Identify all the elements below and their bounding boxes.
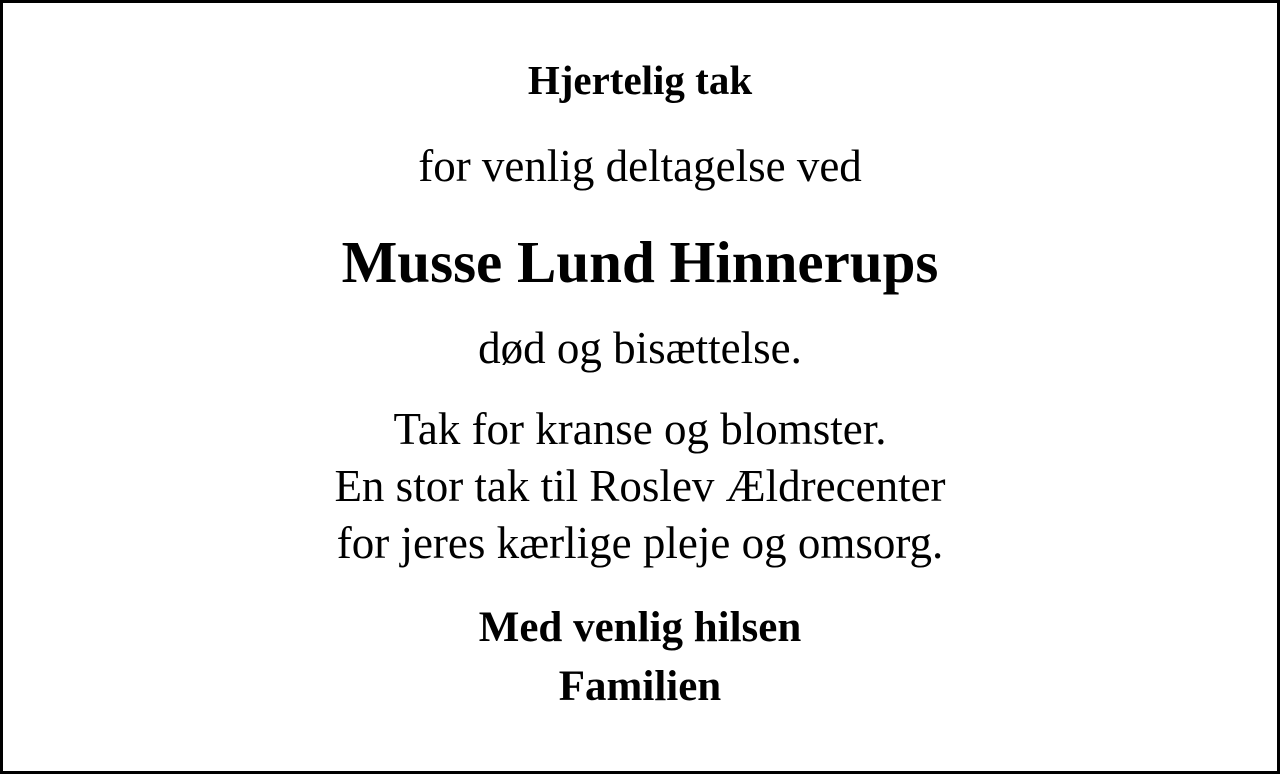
notice-body-line: En stor tak til Roslev Ældrecenter: [334, 461, 946, 511]
notice-occasion-line: død og bisættelse.: [478, 323, 802, 373]
notice-body-line: for jeres kærlige pleje og omsorg.: [336, 518, 944, 568]
closing-signature: Familien: [558, 663, 722, 710]
notice-body-line: Tak for kranse og blomster.: [393, 404, 887, 454]
notice-body-paragraph: [3, 401, 1277, 572]
notice-intro-line: for venlig deltagelse ved: [418, 141, 862, 191]
notice-title: Hjertelig tak: [527, 57, 753, 103]
deceased-name: Musse Lund Hinnerups: [341, 229, 939, 295]
notice-closing-block: [3, 598, 1277, 716]
closing-salutation: Med venlig hilsen: [478, 604, 802, 651]
